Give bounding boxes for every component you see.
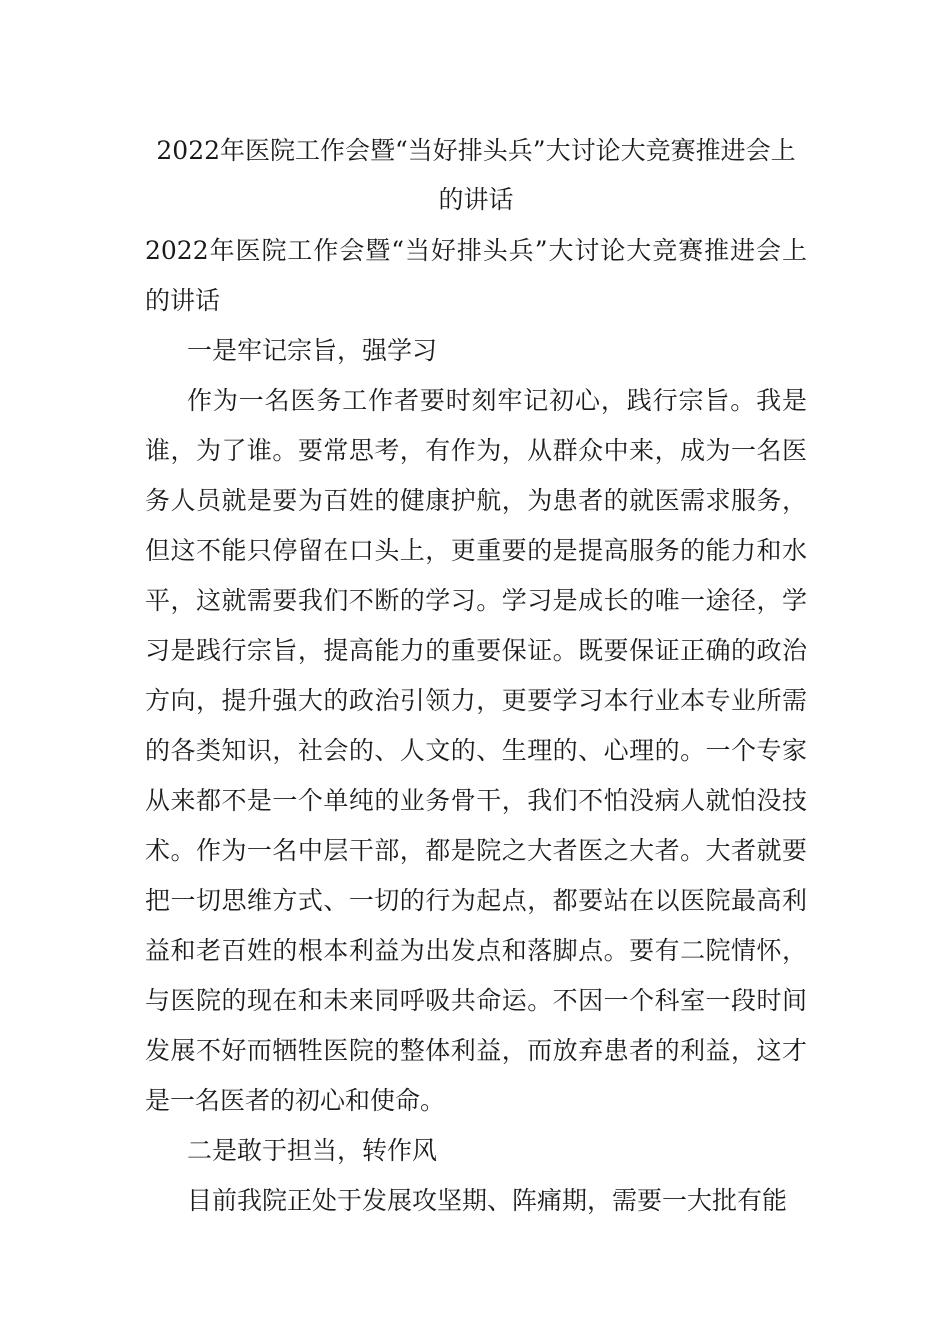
section-1-body: 作为一名医务工作者要时刻牢记初心，践行宗旨。我是谁，为了谁。要常思考，有作为，从群众中来，成为一名医务人员就是要为百姓的健康护航，为患者的就医需求服务，但这不能只停留在口头上，更重要的是提高服务的能力和水平，这就需要我们不断的学习。学习是成长的唯一途径，学习是践行宗旨，提高能力的重要保证。既要保证正确的政治方向，提升强大的政治引领力，更要学习本行业本专业所需的各类知识，社会的、人文的、生理的、心理的。一个专家从来都不是一个单纯的业务骨干，我们不怕没病人就怕没技术。作为一名中层干部，都是院之大者医之大者。大者就要把一切思维方式、一切的行为起点，都要站在以医院最高利益和老百姓的根本利益为出发点和落脚点。要有二院情怀，与医院的现在和未来同呼吸共命运。不因一个科室一段时间发展不好而牺牲医院的整体利益，而放弃患者的利益，这才是一名医者的初心和使命。 [145, 386, 807, 1115]
document-content [145, 126, 807, 1226]
section-2-heading: 二是敢于担当，转作风 [187, 1136, 438, 1165]
repeated-title-paragraph: 2022年医院工作会暨“当好排头兵”大讨论大竞赛推进会上的讲话 [145, 236, 807, 315]
section-2-body: 目前我院正处于发展攻坚期、阵痛期，需要一大批有能 [187, 1186, 788, 1215]
document-title: 2022年医院工作会暨“当好排头兵”大讨论大竞赛推进会上的讲话 [156, 136, 796, 214]
section-1-heading: 一是牢记宗旨，强学习 [187, 336, 438, 365]
